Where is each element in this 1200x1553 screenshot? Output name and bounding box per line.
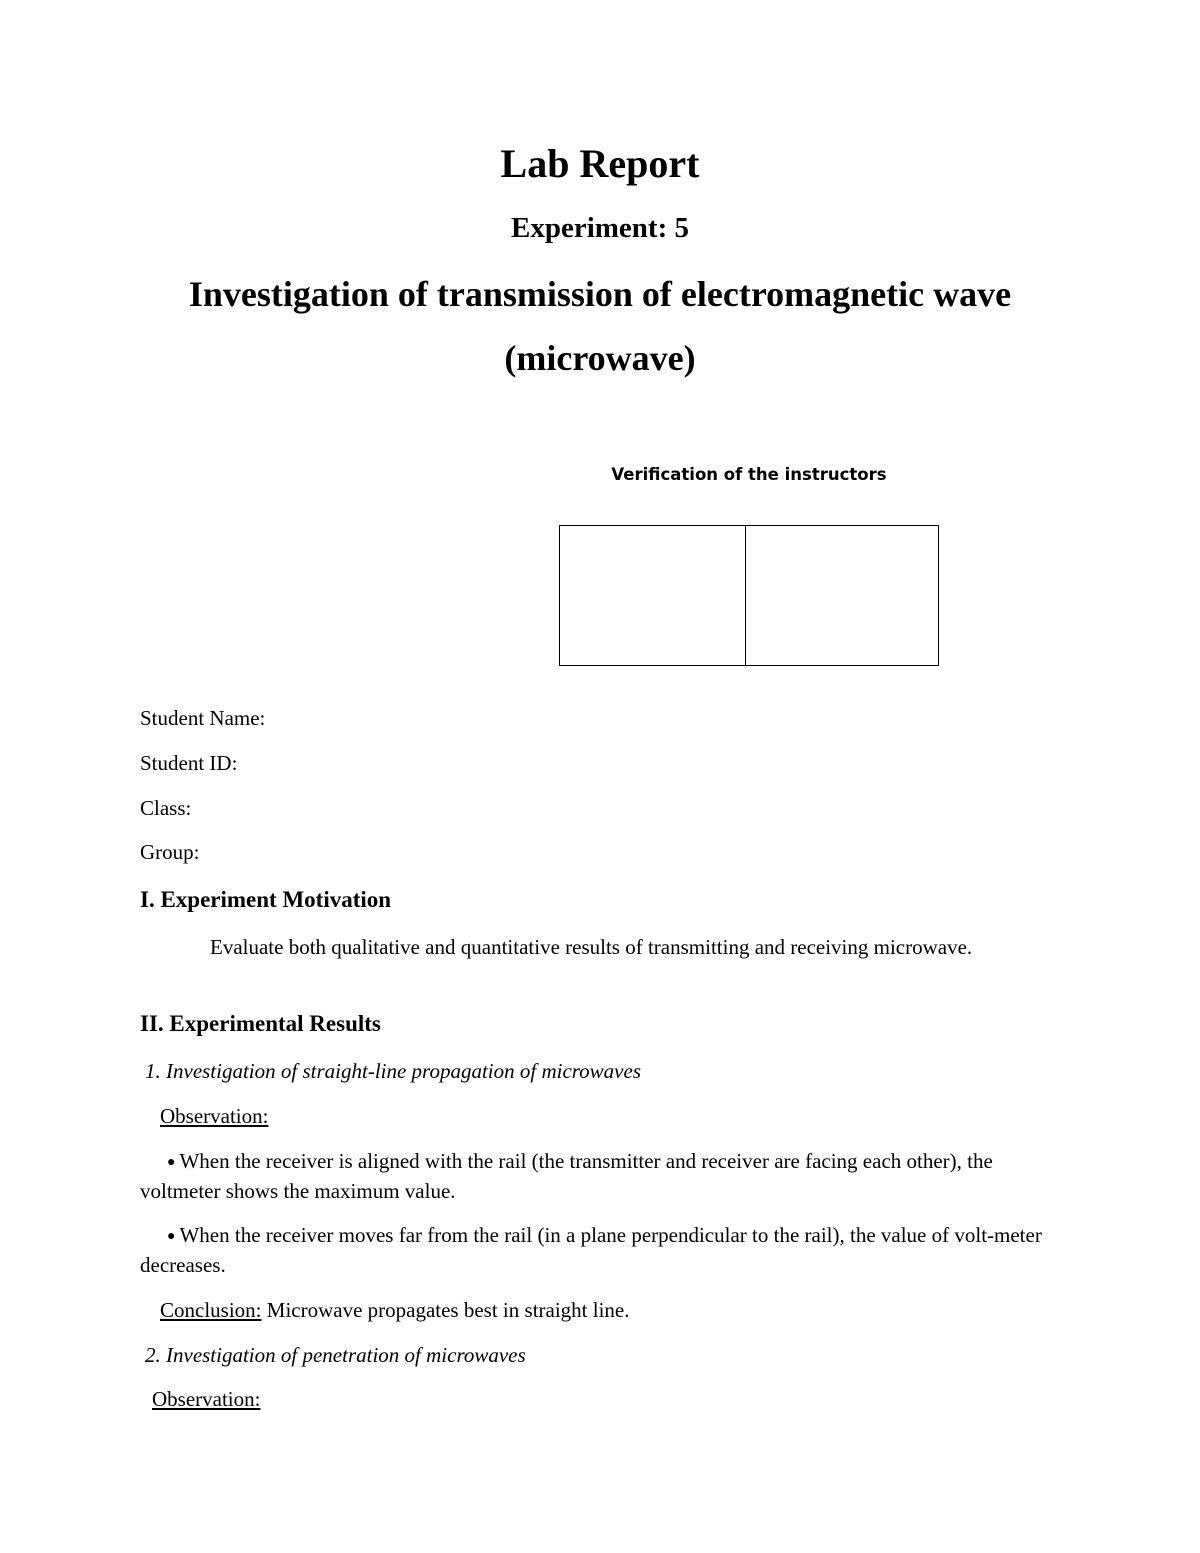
verification-cell-2 [746,526,938,665]
class-field: Class: [140,796,192,820]
motivation-text: Evaluate both qualitative and quantitative results of transmitting and receiving microwave. [210,935,973,959]
bullet-icon: ● [167,1155,176,1170]
bullet-text-1: When the receiver is aligned with the rail (the transmitter and receiver are facing each other), the voltmeter shows the maximum value. [140,1149,993,1203]
verification-label: Verification of the instructors [611,465,887,484]
group-field: Group: [140,840,200,864]
section-motivation-heading: I. Experiment Motivation [140,887,392,912]
observation-bullet-1 [140,1147,1060,1206]
observation-bullet-2 [140,1221,1060,1280]
student-id-field: Student ID: [140,751,238,775]
verification-cell-1 [560,526,746,665]
report-title: Lab Report [500,141,700,186]
bullet-text-2: When the receiver moves far from the rail (in a plane perpendicular to the rail), the value of volt-meter decreases. [140,1223,1042,1277]
subsection-1-title: 1. Investigation of straight-line propagation of microwaves [145,1059,641,1083]
section-results-heading: II. Experimental Results [140,1011,381,1036]
experiment-number: Experiment: 5 [511,212,689,244]
subsection-2-title: 2. Investigation of penetration of microwaves [145,1343,526,1367]
conclusion-text: Microwave propagates best in straight line. [266,1298,630,1322]
verification-box [559,525,939,666]
experiment-title: Investigation of transmission of electromagnetic wave (microwave) [188,274,1012,378]
conclusion-label: Conclusion: [160,1298,262,1322]
observation-label-2: Observation: [152,1387,261,1411]
student-name-field: Student Name: [140,706,266,730]
conclusion-line [160,1296,630,1324]
bullet-icon: ● [167,1229,176,1244]
observation-label-1: Observation: [160,1104,269,1128]
